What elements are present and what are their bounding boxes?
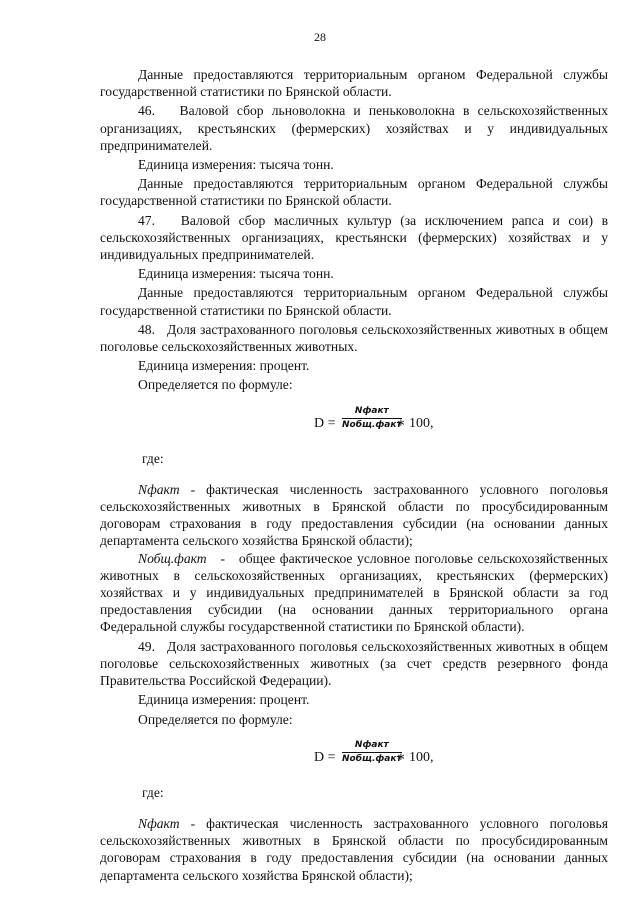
item-47: 47. Валовой сбор масличных культур (за исключением рапса и сои) в сельскохозяйственных организациях, крестьянски (фермерских) хозяйствах и у индивидуальных предпринимателей.: [100, 212, 608, 263]
item-48: 48. Доля застрахованного поголовья сельскохозяйственных животных в общем поголовье сельскохозяйственных животных.: [100, 321, 608, 355]
formula-48: [100, 406, 608, 438]
definition-nfact-48: [100, 481, 608, 550]
definition-text: - фактическая численность застрахованного условного поголовья сельскохозяйственных животных в Брянской области по просубсидированным договорам страхования в году предоставления субсидии (на основании данных департамента сельского хозяйства Брянской области);: [100, 481, 608, 549]
term-nfact: Nфакт: [138, 481, 180, 497]
term-nobsh: Nобщ.факт: [138, 550, 207, 566]
definition-nfact-49: [100, 815, 608, 884]
term-nfact: Nфакт: [138, 815, 180, 831]
formula-rhs: ∗ 100,: [396, 415, 434, 431]
formula-fraction: [342, 406, 402, 431]
formula-49: [100, 740, 608, 772]
page-number: 28: [314, 30, 326, 44]
definition-nobsh-48: [100, 550, 608, 636]
formula-rhs: ∗ 100,: [396, 749, 434, 765]
item-49: 49. Доля застрахованного поголовья сельскохозяйственных животных в общем поголовье сельскохозяйственных животных (за счет средств резервного фонда Правительства Российской Федерации).: [100, 638, 608, 689]
item-46: 46. Валовой сбор льноволокна и пеньковолокна в сельскохозяйственных организациях, крестьянских (фермерских) хозяйствах и у индивидуальных предпринимателей.: [100, 103, 608, 153]
where-label-49: где:: [142, 784, 164, 800]
paragraph-source-45: Данные предоставляются территориальным органом Федеральной службы государственной статистики по Брянской области.: [100, 67, 608, 100]
document-body: [100, 66, 608, 884]
formula-numerator: Nфакт: [342, 740, 402, 753]
unit-48: Единица измерения: процент.: [138, 358, 310, 374]
formula-denominator: Nобщ.факт: [342, 419, 402, 430]
definition-text: - общее фактическое условное поголовье сельскохозяйственных животных в сельскохозяйственных организациях, крестьянских (фермерских) хозяйствах и у индивидуальных предпринимателей в Брянской области за год предоставления субсидии (на основании данных территориального органа Федеральной службы государственной статистики по Брянской области).: [100, 550, 608, 635]
source-46: Данные предоставляются территориальным органом Федеральной службы государственной статистики по Брянской области.: [100, 176, 608, 209]
unit-47: Единица измерения: тысяча тонн.: [138, 266, 334, 282]
formula-lhs: D =: [314, 749, 336, 765]
formula-fraction: [342, 740, 402, 765]
formula-denominator: Nобщ.факт: [342, 753, 402, 764]
unit-46: Единица измерения: тысяча тонн.: [138, 157, 334, 173]
source-47: Данные предоставляются территориальным органом Федеральной службы государственной статистики по Брянской области.: [100, 285, 608, 318]
formula-intro-49: Определяется по формуле:: [138, 711, 293, 727]
unit-49: Единица измерения: процент.: [138, 692, 310, 708]
definition-text: - фактическая численность застрахованного условного поголовья сельскохозяйственных животных в Брянской области по просубсидированным договорам страхования в году предоставления субсидии (на основании данных департамента сельского хозяйства Брянской области);: [100, 815, 608, 883]
where-label-48: где:: [142, 450, 164, 466]
formula-intro-48: Определяется по формуле:: [138, 377, 293, 393]
formula-numerator: Nфакт: [342, 406, 402, 419]
formula-lhs: D =: [314, 415, 336, 431]
